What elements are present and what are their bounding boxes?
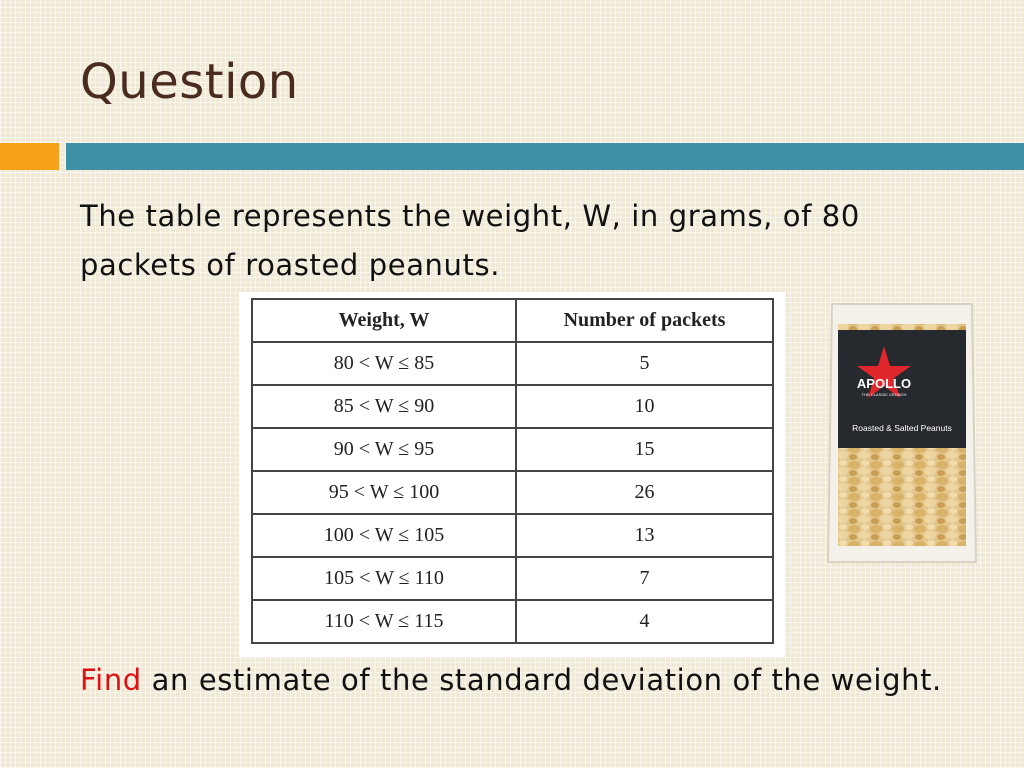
count-cell: 10 [516,385,773,428]
peanut-packet-image [826,300,978,564]
question-rest: an estimate of the standard deviation of the weight. [141,663,942,697]
weight-table [251,298,774,644]
packet-product: Roasted & Salted Peanuts [852,423,952,433]
table-row [252,514,773,557]
table-row [252,471,773,514]
count-cell: 4 [516,600,773,643]
count-cell: 13 [516,514,773,557]
weight-cell: 100 < W ≤ 105 [252,514,516,557]
question-keyword: Find [80,663,142,697]
slide-title: Question [80,54,299,110]
count-cell: 15 [516,428,773,471]
packet-tagline: THE CLASSIC CRUNCH [861,392,907,397]
accent-bar-orange [0,143,59,170]
intro-text: The table represents the weight, W, in grams, of 80 packets of roasted peanuts. [80,199,860,282]
header-weight: Weight, W [252,299,516,342]
count-cell: 7 [516,557,773,600]
weight-cell: 95 < W ≤ 100 [252,471,516,514]
weight-cell: 80 < W ≤ 85 [252,342,516,385]
table-row [252,428,773,471]
count-cell: 26 [516,471,773,514]
table-row [252,600,773,643]
packet-brand: APOLLO [856,376,912,391]
accent-bar-teal [66,143,1024,170]
table-header-row [252,299,773,342]
weight-cell: 110 < W ≤ 115 [252,600,516,643]
weight-cell: 90 < W ≤ 95 [252,428,516,471]
count-cell: 5 [516,342,773,385]
question-text [80,656,960,705]
weight-cell: 85 < W ≤ 90 [252,385,516,428]
table-row [252,385,773,428]
table-image [239,292,785,657]
weight-cell: 105 < W ≤ 110 [252,557,516,600]
table-row [252,557,773,600]
table-row [252,342,773,385]
header-packets: Number of packets [516,299,773,342]
